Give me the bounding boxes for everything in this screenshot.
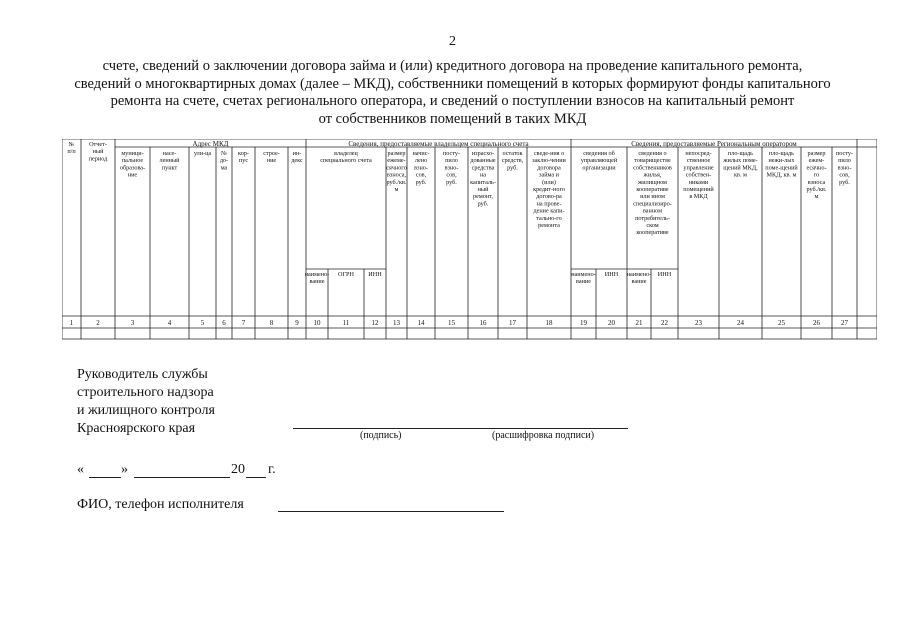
column-number-25: 25 [778, 319, 785, 327]
column-number-17: 17 [509, 319, 516, 327]
signature-line [293, 428, 628, 429]
document-intro [40, 58, 865, 128]
column-number-12: 12 [371, 319, 379, 327]
column-number-20: 20 [608, 319, 615, 327]
column-number-22: 22 [661, 319, 668, 327]
signatory-line: и жилищного контроля [77, 403, 215, 418]
column-header-14: начис-лено взно-сов, руб. [412, 150, 430, 186]
executor-line [278, 511, 504, 512]
executor-label: ФИО, телефон исполнителя [77, 497, 244, 512]
column-number-18: 18 [545, 319, 553, 327]
column-header-16: израсхо-дованные средства на капиталь-ный ремонт, руб. [470, 150, 496, 208]
column-number-10: 10 [313, 319, 321, 327]
column-number-27: 27 [841, 319, 848, 327]
column-header-8: строе-ние [263, 150, 280, 165]
column-number-3: 3 [130, 319, 135, 327]
signature-caption: (подпись) [360, 430, 402, 441]
column-number-19: 19 [580, 319, 587, 327]
column-number-23: 23 [695, 319, 702, 327]
subheader-c12: ИНН [368, 271, 382, 278]
column-number-1: 1 [69, 319, 74, 327]
column-header-25: пло-щадь нежи-лых поме-щений МКД, кв. м [765, 150, 798, 179]
column-header-1: № п/п [67, 141, 76, 156]
column-number-26: 26 [813, 319, 820, 327]
column-header-10: владелец специального счета [320, 150, 372, 165]
date-year-line [246, 477, 266, 478]
date-month-line [134, 477, 230, 478]
page-number: 2 [449, 34, 456, 49]
column-header-4: насе-ленный пункт [159, 150, 180, 172]
column-number-2: 2 [96, 319, 100, 327]
decoding-caption: (расшифровка подписи) [492, 430, 595, 441]
column-header-9: ин-декс [291, 150, 303, 165]
subheader-c21: наимено-вание [626, 271, 652, 286]
column-number-6: 6 [222, 319, 226, 327]
column-header-26: размер ежем-есячно-го взноса руб./кв. м [806, 150, 827, 201]
column-number-24: 24 [737, 319, 744, 327]
column-header-17: остаток средств, руб. [501, 150, 524, 172]
column-header-13: размер ежеме-сячного взноса, руб./кв. м [386, 150, 407, 193]
column-number-9: 9 [295, 319, 299, 327]
group-header-operator: Сведения, предоставляемые Региональным оператором [631, 140, 797, 148]
column-header-15: посту-пило взно-сов, руб. [442, 150, 461, 186]
signatory-block [77, 366, 215, 438]
report-table [62, 139, 877, 341]
signatory-line: строительного надзора [77, 385, 214, 400]
column-header-18: сведе-ния о заклю-чении договора займа и (или) кредит-ного догово-ра на прове-дение капи-тально-го ремонта [532, 150, 566, 229]
date-year-prefix: 20 [231, 462, 245, 477]
column-number-14: 14 [417, 319, 425, 327]
subheader-c11: ОГРН [338, 271, 354, 278]
intro-line: от собственников помещений в таких МКД [318, 110, 587, 127]
column-header-2: Отчет-ный период [88, 141, 108, 163]
group-header-address: Адрес МКД [192, 140, 229, 148]
column-number-8: 8 [269, 319, 274, 327]
column-number-16: 16 [479, 319, 487, 327]
column-header-5: ули-ца [193, 150, 212, 157]
column-number-11: 11 [342, 319, 350, 327]
subheader-c22: ИНН [657, 271, 672, 278]
column-header-7: кор-пус [238, 150, 249, 165]
column-number-5: 5 [200, 319, 205, 327]
column-number-21: 21 [635, 319, 643, 327]
signatory-line: Красноярского края [77, 421, 196, 436]
signatory-line: Руководитель службы [77, 367, 208, 382]
subheader-c10: наимено-вание [304, 271, 330, 286]
column-number-4: 4 [167, 319, 172, 327]
column-header-24: пло-щадь жилых поме-щений МКД, кв. м [723, 150, 758, 179]
column-header-6: № до-ма [219, 150, 229, 172]
column-header-21: сведения о товариществе собственников жилья, жилищном кооперативе или ином специализиро-ванном потребитель-ском кооперативе [633, 150, 672, 237]
date-day-line [89, 477, 121, 478]
subheader-c20: ИНН [604, 271, 619, 278]
column-header-3: муници-пальное образова-ние [119, 150, 146, 179]
column-header-23: непосред-ственное управление собствен-никами помещений в МКД [683, 150, 714, 201]
date-year-suffix: г. [268, 462, 276, 477]
subheader-c19: наимено-вание [571, 271, 596, 286]
date-close-quote: » [121, 462, 128, 477]
group-header-owner: Сведения, предоставляемые владельцем специального счета [348, 140, 529, 148]
column-number-13: 13 [393, 319, 400, 327]
intro-line: ремонта на счете, счетах регионального оператора, и сведений о поступлении взносов на капитальный ремонт [110, 93, 795, 109]
column-header-19: сведения об управляющей организации [580, 150, 618, 172]
intro-line: счете, сведений о заключении договора займа и (или) кредитного договора на проведение капитального ремонта, [102, 58, 803, 74]
column-header-27: посту-пило взно-сов, руб. [835, 150, 854, 186]
date-open-quote: « [77, 462, 84, 477]
intro-line: сведений о многоквартирных домах (далее – МКД), собственники помещений в которых формируют фонды капитального [74, 75, 831, 92]
column-number-15: 15 [448, 319, 455, 327]
column-number-7: 7 [241, 319, 246, 327]
